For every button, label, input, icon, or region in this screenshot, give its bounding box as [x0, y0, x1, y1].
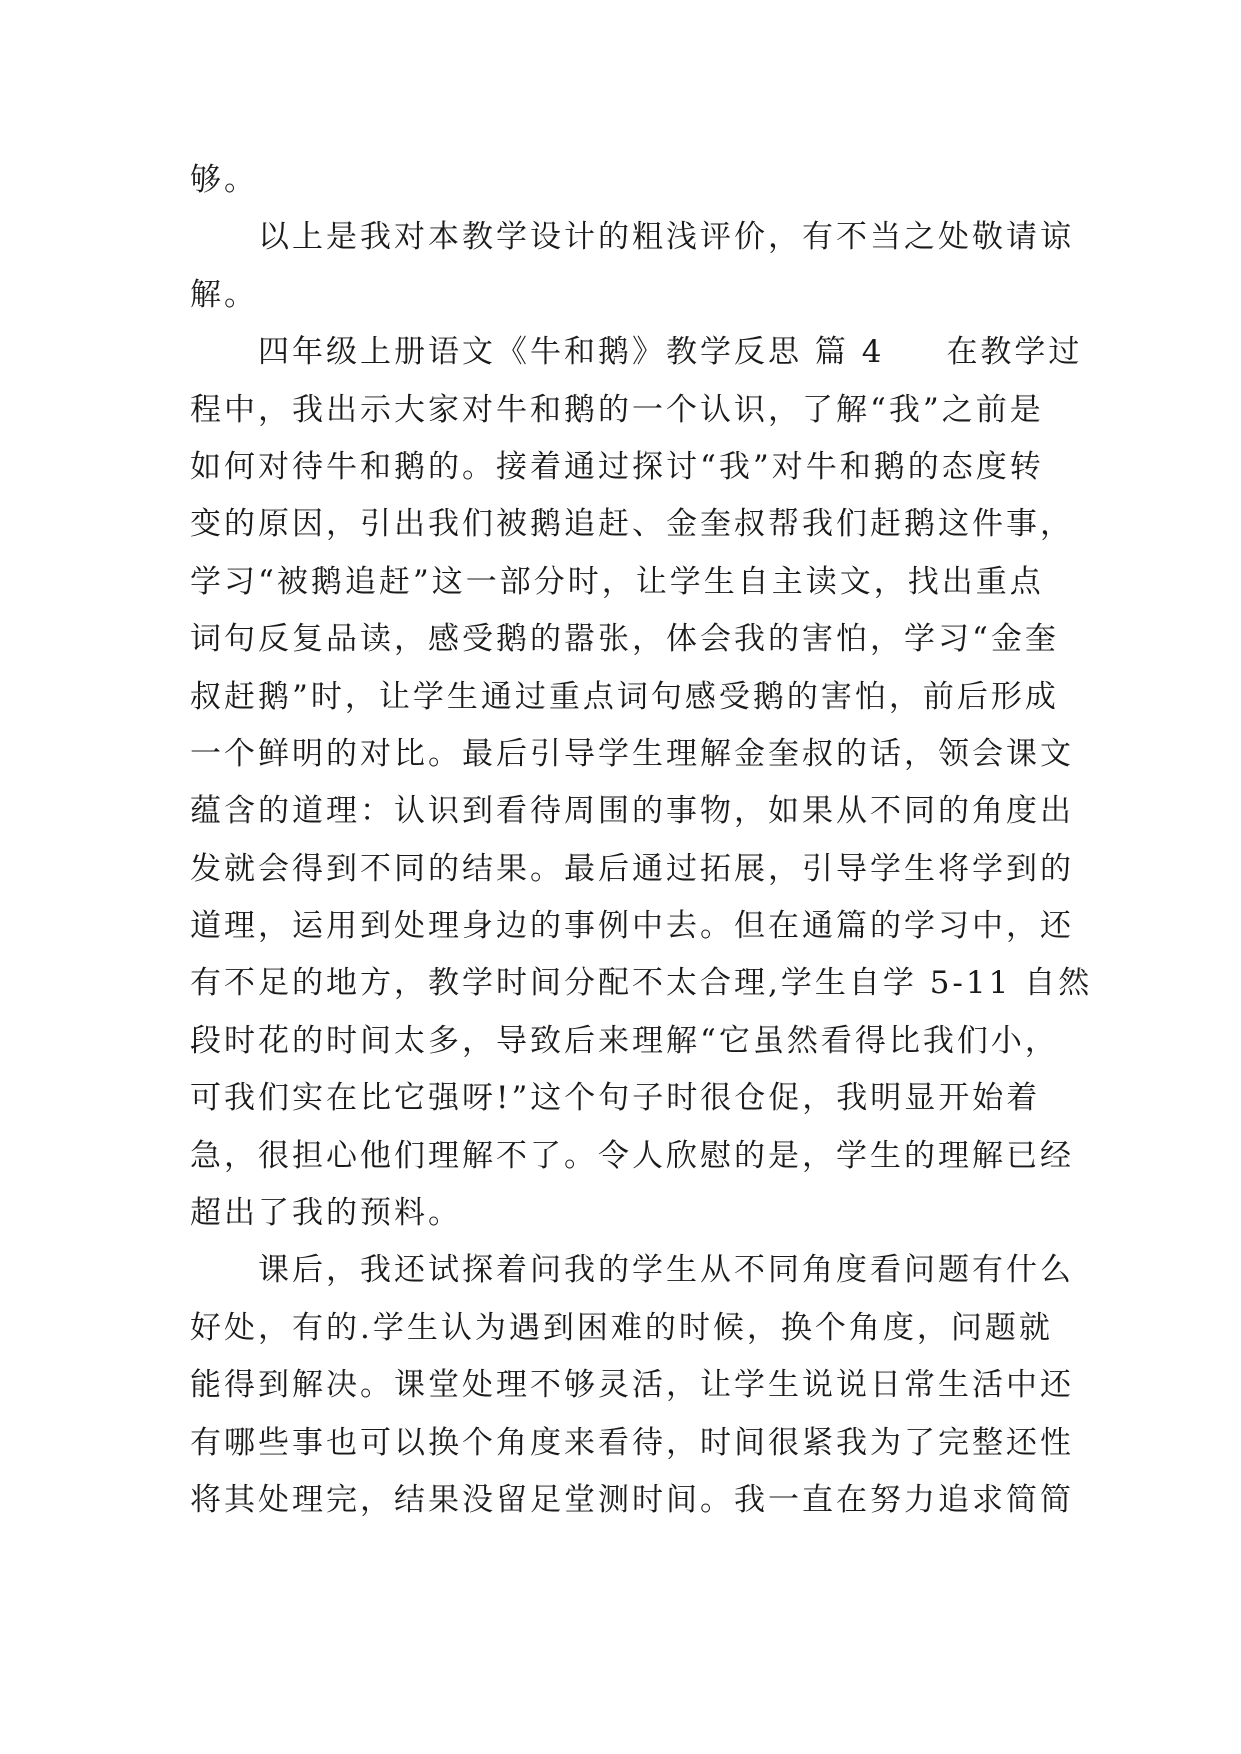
document-body — [190, 152, 1093, 1529]
paragraph-start: 以上是我对本教学设计的粗浅评价，有不当之处敬请谅 — [258, 219, 1074, 256]
text-line: 够。 — [190, 162, 258, 198]
text-line: 急，很担心他们理解不了。令人欣慰的是，学生的理解已经 — [190, 1137, 1074, 1174]
text-line: 超出了我的预料。 — [190, 1195, 462, 1232]
paragraph-start: 课后，我还试探着问我的学生从不同角度看问题有什么 — [258, 1252, 1074, 1289]
text-line: 可我们实在比它强呀!”这个句子时很仓促，我明显开始着 — [190, 1080, 1041, 1117]
section-heading: 四年级上册语文《牛和鹅》教学反思 篇 4 — [258, 334, 885, 371]
text-line: 道理，运用到处理身边的事例中去。但在通篇的学习中，还 — [190, 908, 1074, 945]
text-line: 学习“被鹅追赶”这一部分时，让学生自主读文，找出重点 — [190, 563, 1044, 600]
text-line: 能得到解决。课堂处理不够灵活，让学生说说日常生活中还 — [190, 1367, 1074, 1404]
text-line: 有哪些事也可以换个角度来看待，时间很紧我为了完整还性 — [190, 1424, 1074, 1461]
text-line: 发就会得到不同的结果。最后通过拓展，引导学生将学到的 — [190, 850, 1074, 887]
text-line: 段时花的时间太多，导致后来理解“它虽然看得比我们小， — [190, 1022, 1059, 1059]
text-line: 好处，有的.学生认为遇到困难的时候，换个角度，问题就 — [190, 1309, 1053, 1346]
text-line: 词句反复品读，感受鹅的嚣张，体会我的害怕，学习“金奎 — [190, 621, 1059, 658]
text-line: 如何对待牛和鹅的。接着通过探讨“我”对牛和鹅的态度转 — [190, 448, 1044, 485]
text-line: 在教学过 — [946, 334, 1083, 371]
text-line: 变的原因，引出我们被鹅追赶、金奎叔帮我们赶鹅这件事， — [190, 506, 1074, 543]
text-line: 蕴含的道理：认识到看待周围的事物，如果从不同的角度出 — [190, 793, 1074, 830]
text-line: 有不足的地方，教学时间分配不太合理,学生自学 5-11 自然 — [190, 965, 1093, 1002]
text-line: 将其处理完，结果没留足堂测时间。我一直在努力追求简简 — [190, 1481, 1074, 1518]
text-line: 解。 — [190, 276, 258, 313]
heading-line — [190, 324, 1083, 381]
text-line: 一个鲜明的对比。最后引导学生理解金奎叔的话，领会课文 — [190, 735, 1074, 772]
text-line: 程中，我出示大家对牛和鹅的一个认识，了解“我”之前是 — [190, 391, 1044, 428]
text-line: 叔赶鹅”时，让学生通过重点词句感受鹅的害怕，前后形成 — [190, 678, 1059, 715]
